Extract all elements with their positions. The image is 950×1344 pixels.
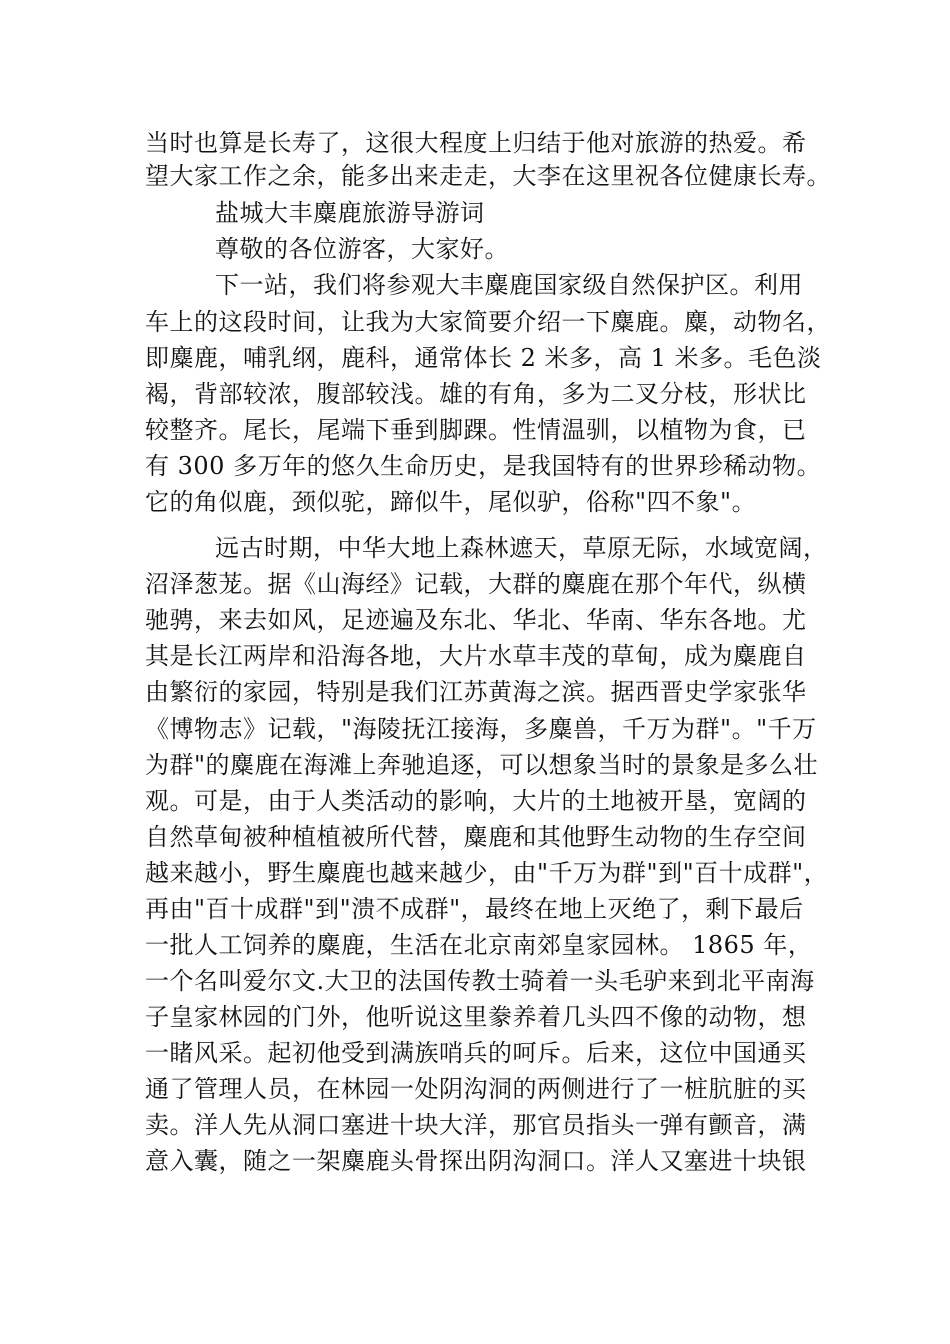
- text-line: 车上的这段时间，让我为大家简要介绍一下麋鹿。麋，动物名，: [145, 308, 831, 336]
- text-line: 褐，背部较浓，腹部较浅。雄的有角，多为二叉分枝，形状比: [145, 380, 807, 408]
- text-line: 沼泽葱茏。据《山海经》记载，大群的麋鹿在那个年代，纵横: [145, 570, 807, 598]
- paragraph-start: 远古时期，中华大地上森林遮天，草原无际，水域宽阔，: [215, 534, 828, 562]
- text-line: 意入囊，随之一架麋鹿头骨探出阴沟洞口。洋人又塞进十块银: [145, 1147, 807, 1175]
- paragraph-start: 下一站，我们将参观大丰麋鹿国家级自然保护区。利用: [215, 271, 803, 299]
- text-line: 一个名叫爱尔文.大卫的法国传教士骑着一头毛驴来到北平南海: [145, 967, 815, 995]
- text-line: 当时也算是长寿了，这很大程度上归结于他对旅游的热爱。希: [145, 129, 807, 157]
- text-line: 为群"的麋鹿在海滩上奔驰追逐，可以想象当时的景象是多么壮: [145, 751, 819, 779]
- text-line: 自然草甸被种植植被所代替，麋鹿和其他野生动物的生存空间: [145, 823, 807, 851]
- text-line: 它的角似鹿，颈似驼，蹄似牛，尾似驴，俗称"四不象"。: [145, 488, 757, 516]
- text-line: 较整齐。尾长，尾端下垂到脚踝。性情温驯，以植物为食，已: [145, 416, 807, 444]
- article-title: 盐城大丰麋鹿旅游导游词: [215, 199, 485, 227]
- text-line: 子皇家林园的门外，他听说这里豢养着几头四不像的动物，想: [145, 1003, 807, 1031]
- text-line: 一批人工饲养的麋鹿，生活在北京南郊皇家园林。 1865 年，: [145, 931, 813, 959]
- text-line: 观。可是，由于人类活动的影响，大片的土地被开垦，宽阔的: [145, 787, 807, 815]
- text-line: 越来越小，野生麋鹿也越来越少，由"千万为群"到"百十成群"，: [145, 859, 829, 887]
- text-line: 驰骋，来去如风，足迹遍及东北、华北、华南、华东各地。尤: [145, 606, 807, 634]
- text-line: 有 300 多万年的悠久生命历史，是我国特有的世界珍稀动物。: [145, 452, 822, 480]
- text-line: 卖。洋人先从洞口塞进十块大洋，那官员指头一弹有颤音，满: [145, 1111, 807, 1139]
- text-line: 再由"百十成群"到"溃不成群"，最终在地上灭绝了，剩下最后: [145, 895, 804, 923]
- text-line: 由繁衍的家园，特别是我们江苏黄海之滨。据西晋史学家张华: [145, 678, 807, 706]
- text-line: 通了管理人员，在林园一处阴沟洞的两侧进行了一桩肮脏的买: [145, 1075, 807, 1103]
- text-line: 一睹风采。起初他受到满族哨兵的呵斥。后来，这位中国通买: [145, 1039, 807, 1067]
- text-line: 即麋鹿，哺乳纲，鹿科，通常体长 2 米多，高 1 米多。毛色淡: [145, 344, 822, 372]
- greeting-line: 尊敬的各位游客，大家好。: [215, 235, 509, 263]
- text-line: 《博物志》记载，"海陵抚江接海，多麋兽，千万为群"。"千万: [145, 715, 817, 743]
- text-line: 其是长江两岸和沿海各地，大片水草丰茂的草甸，成为麋鹿自: [145, 642, 807, 670]
- text-line: 望大家工作之余，能多出来走走，大李在这里祝各位健康长寿。: [145, 162, 831, 190]
